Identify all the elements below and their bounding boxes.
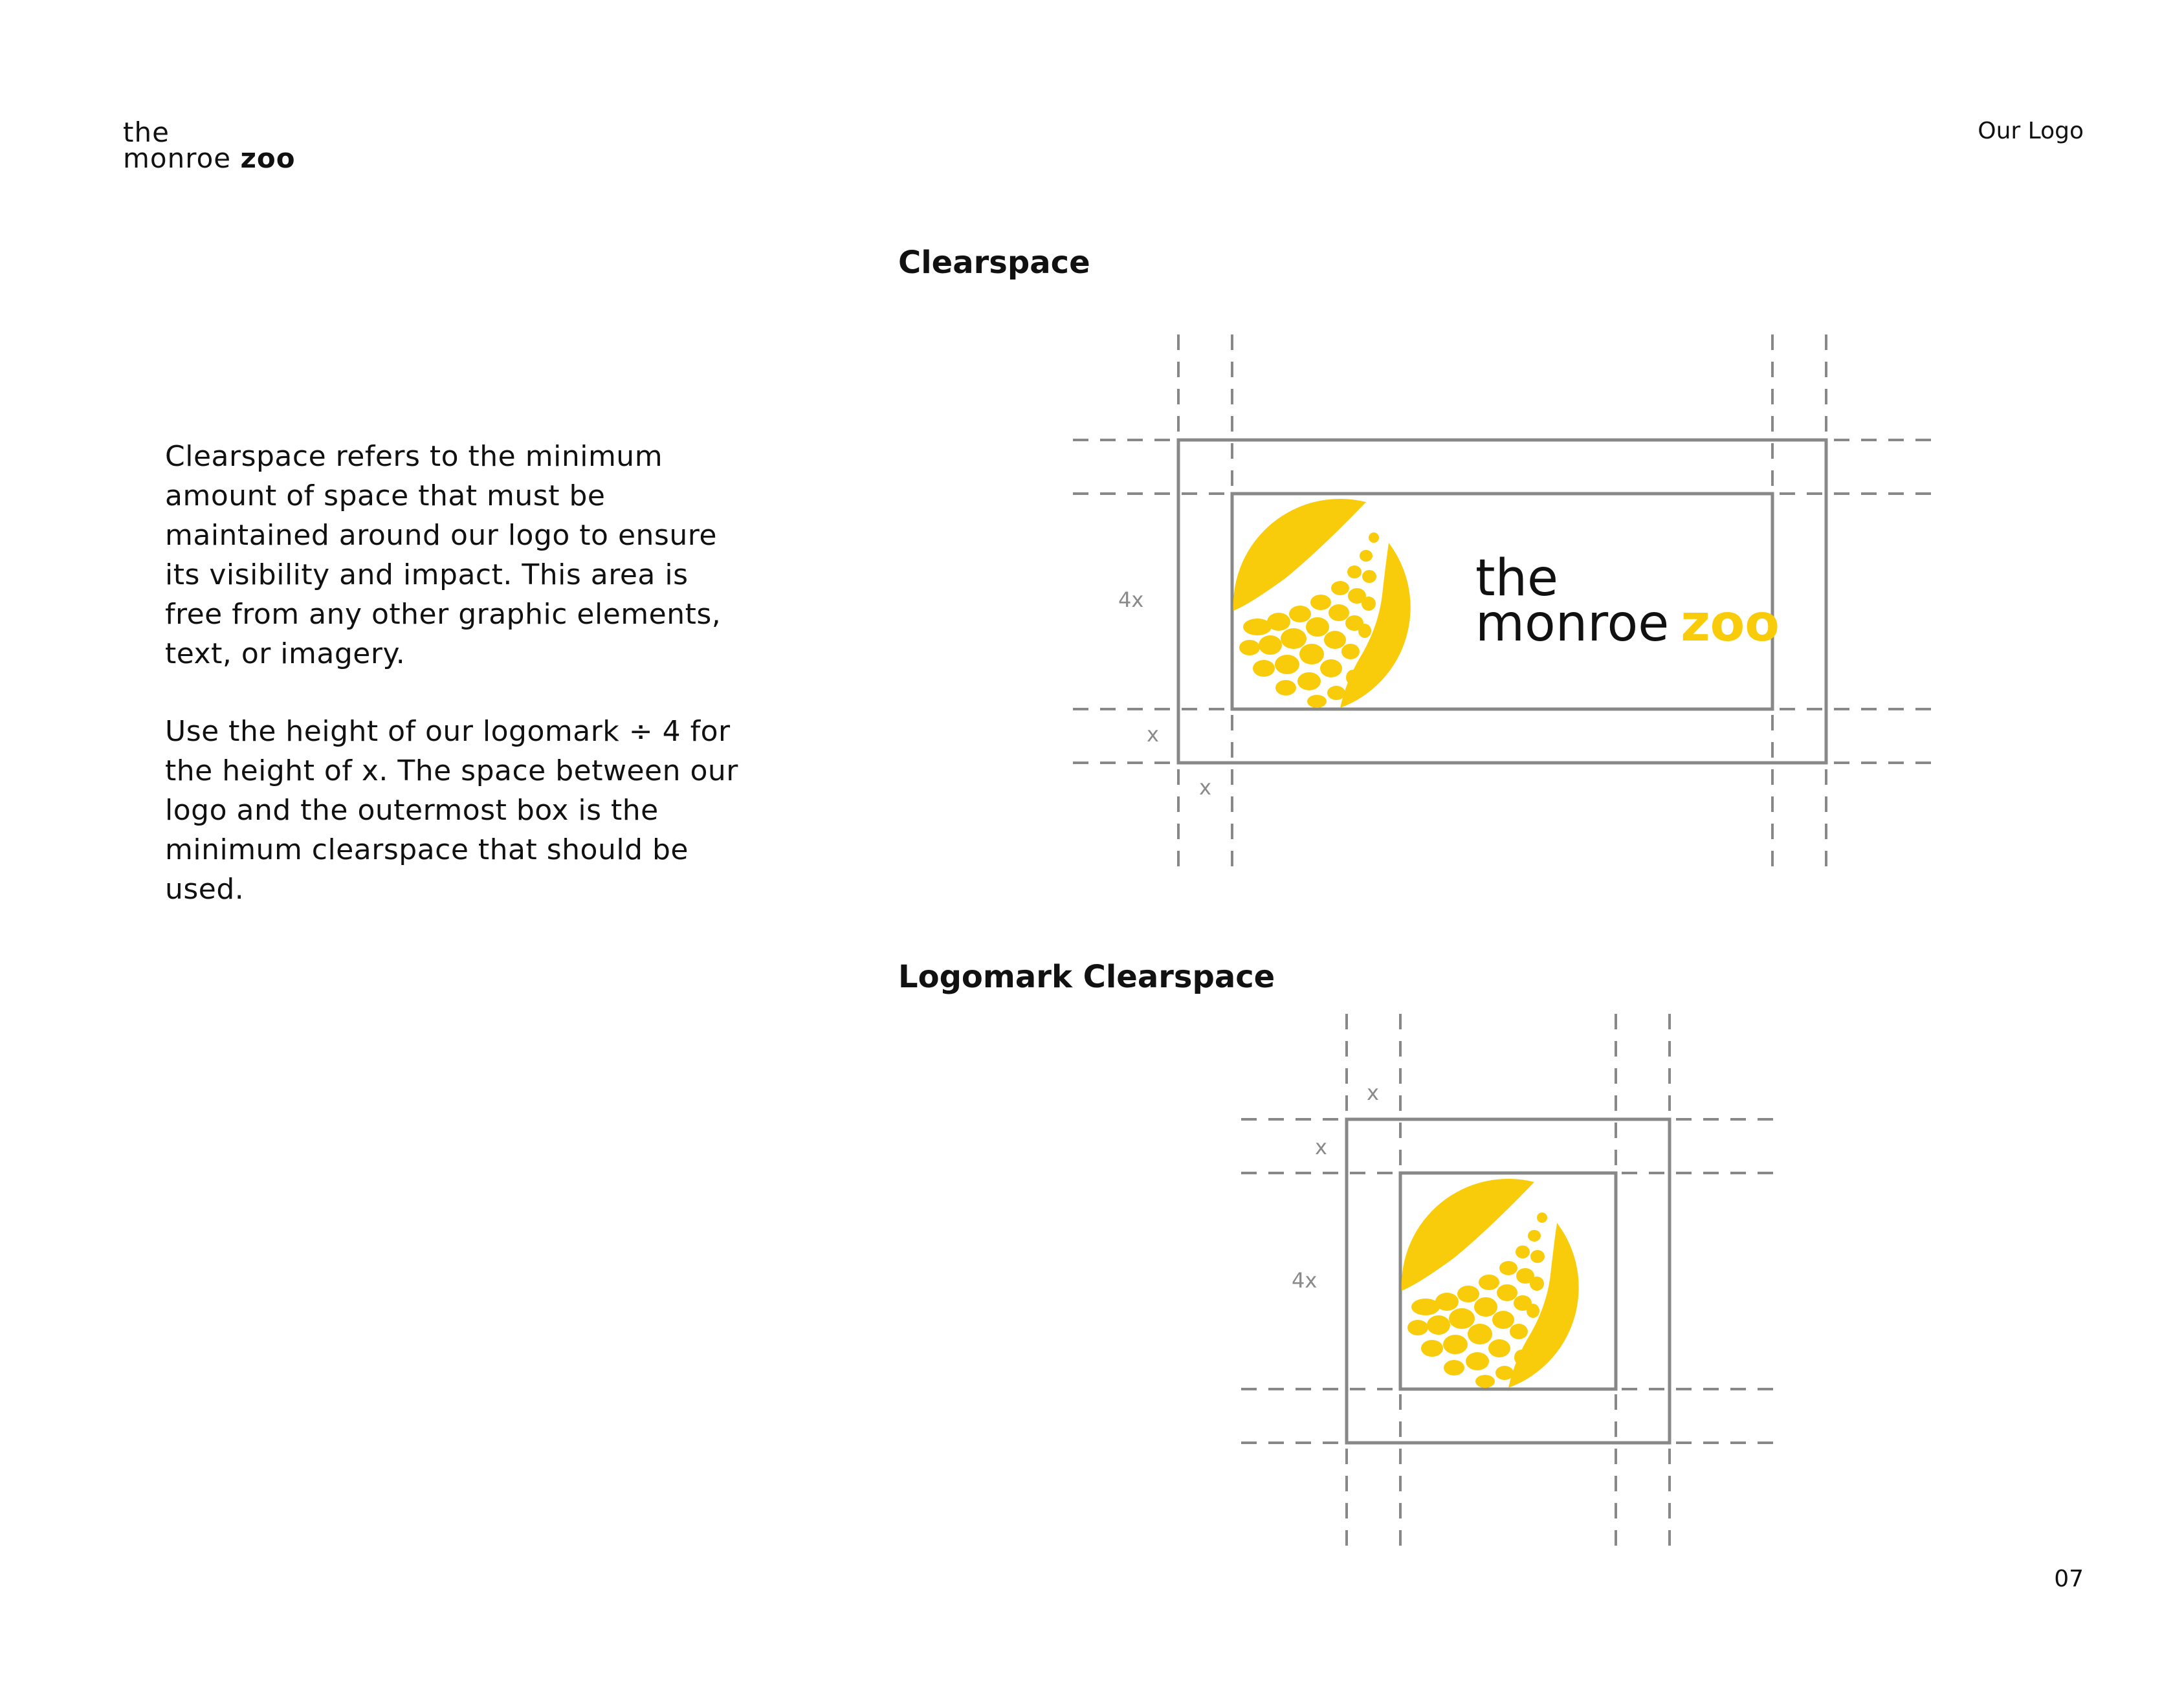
clearspace-wordmark-regular: monroe (1475, 595, 1670, 653)
page-number: 07 (2054, 1566, 2084, 1592)
logomark-guides (1241, 1014, 1776, 1550)
clearspace-paragraph-1: Clearspace refers to the minimum amount of space that must be maintained around our logo to ensure its visibility and impact. This area is free from any other graphic elements, text, or imagery. (165, 440, 722, 670)
clearspace-wordmark-accent: zoo (1681, 595, 1780, 653)
brand-line2-regular: monroe (123, 142, 232, 174)
logomark-clearspace-heading: Logomark Clearspace (898, 959, 1275, 995)
clearspace-wordmark-line1: the (1475, 549, 1559, 608)
section-title: Our Logo (1978, 118, 2084, 144)
clearspace-label-x-horizontal: x (1199, 775, 1211, 800)
clearspace-paragraph-2: Use the height of our logomark ÷ 4 for the height of x. The space between our logo and the outermost box is the minimum clearspace that should be used. (165, 715, 738, 906)
clearspace-label-x-vertical: x (1147, 722, 1159, 747)
logomark-label-x-top: x (1367, 1080, 1379, 1105)
logomark-frames (1347, 1119, 1670, 1443)
logomark-label-x-left: x (1315, 1135, 1327, 1159)
logomark-label-4x: 4x (1292, 1268, 1318, 1293)
brand-line1: the (123, 116, 170, 148)
logomark-giraffe-icon (1402, 1179, 1579, 1388)
brand-line2-bold: zoo (240, 142, 296, 174)
clearspace-label-4x: 4x (1118, 587, 1144, 612)
clearspace-heading: Clearspace (898, 245, 1090, 281)
